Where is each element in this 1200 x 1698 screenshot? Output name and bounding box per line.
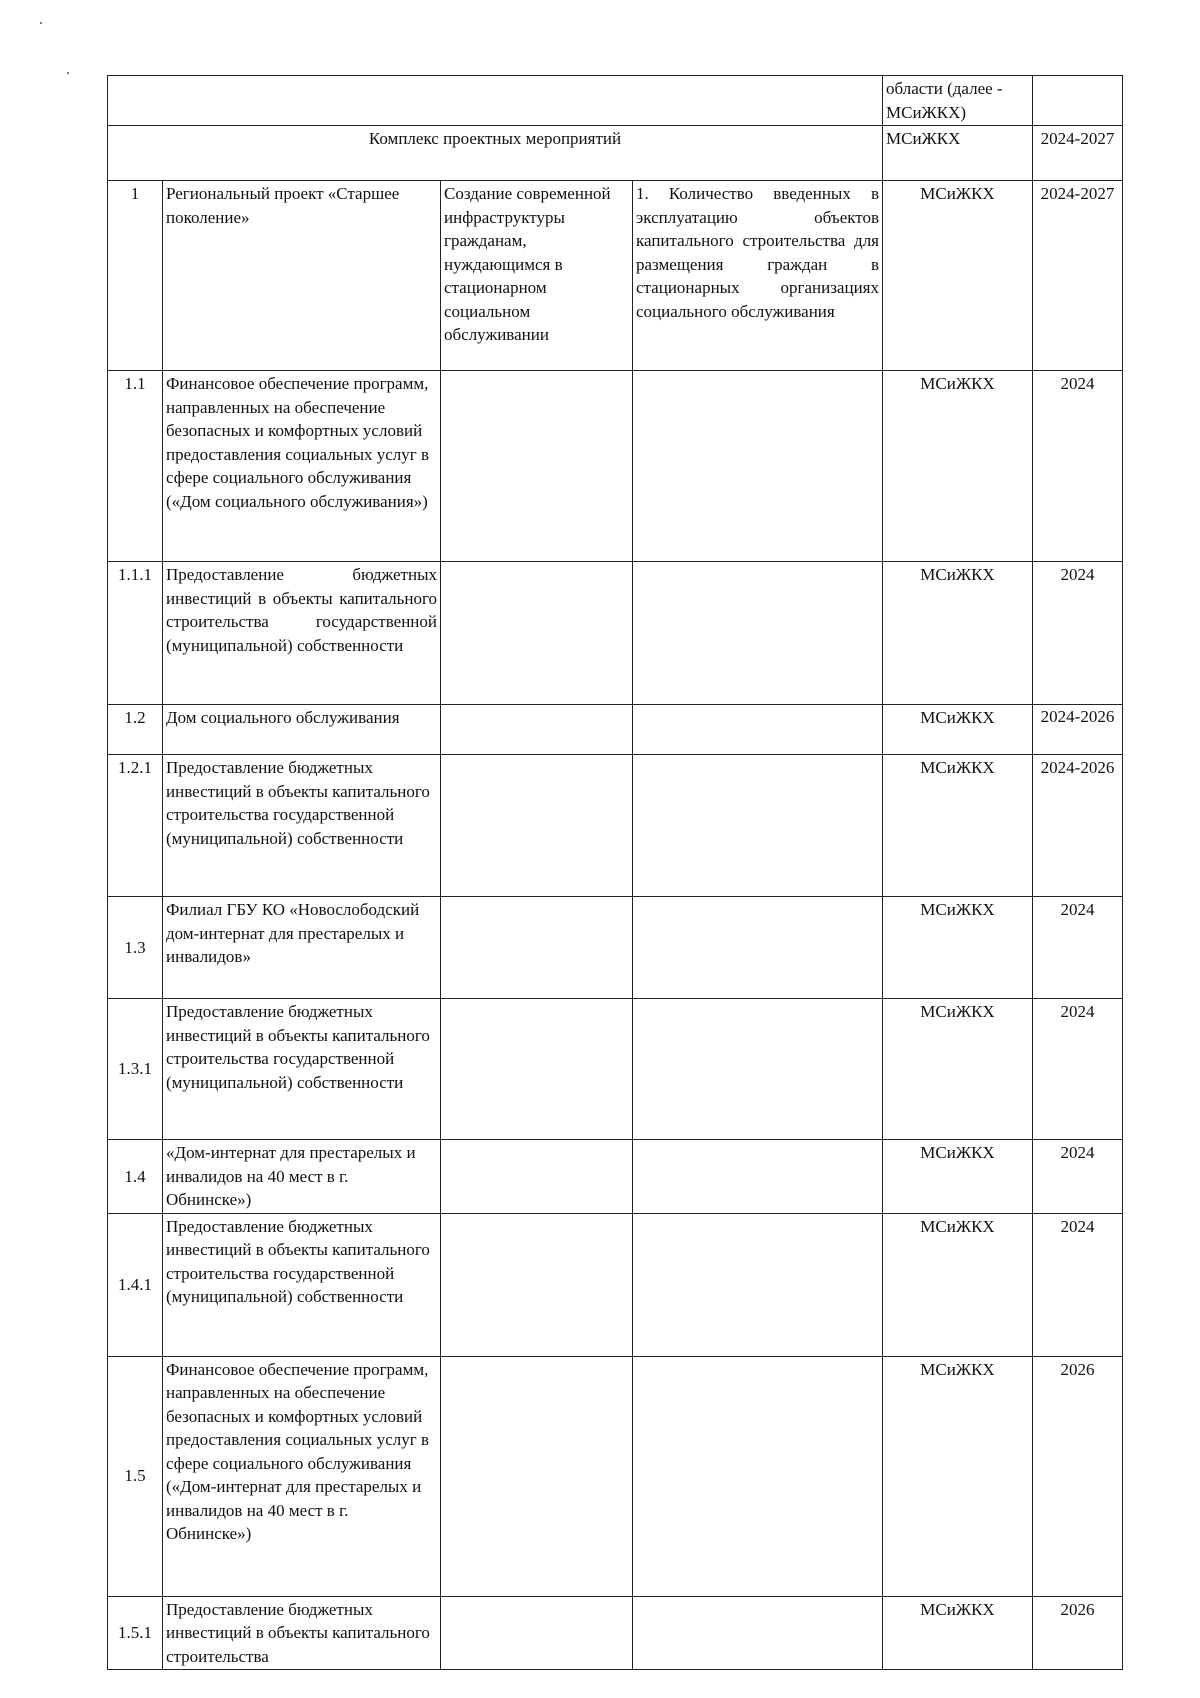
- row-year: 2024: [1033, 999, 1123, 1140]
- row-year: 2024-2026: [1033, 705, 1123, 755]
- row-name: Предоставление бюджетных инвестиций в объекты капитального строительства государственной (муниципальной) собственности: [163, 755, 441, 897]
- row-task: [441, 371, 633, 562]
- row-responsible: МСиЖКХ: [883, 181, 1033, 371]
- header-blank-cell: [108, 76, 883, 126]
- row-year: 2024-2027: [1033, 181, 1123, 371]
- scan-speck: [40, 22, 42, 24]
- row-indicator: 1. Количество введенных в эксплуатацию объектов капитального строительства для размещения граждан в стационарных организациях социального обслуживания: [633, 181, 883, 371]
- row-indicator: [633, 897, 883, 999]
- row-task: Создание современной инфраструктуры гражданам, нуждающимся в стационарном социальном обслуживании: [441, 181, 633, 371]
- row-responsible: МСиЖКХ: [883, 371, 1033, 562]
- row-indicator: [633, 999, 883, 1140]
- row-task: [441, 705, 633, 755]
- row-year: 2024: [1033, 897, 1123, 999]
- row-number: 1.3.1: [108, 999, 163, 1140]
- row-indicator: [633, 1356, 883, 1596]
- row-responsible: МСиЖКХ: [883, 1140, 1033, 1214]
- row-responsible: МСиЖКХ: [883, 562, 1033, 705]
- row-number: 1.2: [108, 705, 163, 755]
- row-task: [441, 755, 633, 897]
- complex-title: Комплекс проектных мероприятий: [108, 126, 883, 181]
- row-responsible: МСиЖКХ: [883, 897, 1033, 999]
- row-name: Региональный проект «Старшее поколение»: [163, 181, 441, 371]
- row-name: Дом социального обслуживания: [163, 705, 441, 755]
- row-task: [441, 1596, 633, 1670]
- row-indicator: [633, 562, 883, 705]
- row-year: 2024: [1033, 1140, 1123, 1214]
- row-responsible: МСиЖКХ: [883, 755, 1033, 897]
- row-number: 1.5.1: [108, 1596, 163, 1670]
- row-number: 1.2.1: [108, 755, 163, 897]
- row-task: [441, 562, 633, 705]
- responsible-header-continued: области (далее - МСиЖКХ): [883, 76, 1033, 126]
- table-row: [108, 1213, 1123, 1356]
- row-task: [441, 1356, 633, 1596]
- row-name: Предоставление бюджетных инвестиций в объекты капитального строительства государственной (муниципальной) собственности: [163, 1213, 441, 1356]
- complex-row: [108, 126, 1123, 181]
- row-name: Филиал ГБУ КО «Новослободский дом-интернат для престарелых и инвалидов»: [163, 897, 441, 999]
- row-indicator: [633, 1596, 883, 1670]
- document-page: [107, 75, 1122, 1670]
- row-responsible: МСиЖКХ: [883, 705, 1033, 755]
- row-indicator: [633, 705, 883, 755]
- complex-responsible: МСиЖКХ: [883, 126, 1033, 181]
- row-responsible: МСиЖКХ: [883, 1213, 1033, 1356]
- row-year: 2024: [1033, 562, 1123, 705]
- table-row: [108, 705, 1123, 755]
- table-row: [108, 181, 1123, 371]
- row-responsible: МСиЖКХ: [883, 1596, 1033, 1670]
- row-number: 1.5: [108, 1356, 163, 1596]
- row-task: [441, 999, 633, 1140]
- row-number: 1.3: [108, 897, 163, 999]
- table-row: [108, 1596, 1123, 1670]
- table-row: [108, 999, 1123, 1140]
- row-name: Предоставление бюджетных инвестиций в объекты капитального строительства: [163, 1596, 441, 1670]
- row-indicator: [633, 755, 883, 897]
- row-responsible: МСиЖКХ: [883, 1356, 1033, 1596]
- row-responsible: МСиЖКХ: [883, 999, 1033, 1140]
- row-indicator: [633, 1213, 883, 1356]
- table-row: [108, 897, 1123, 999]
- row-task: [441, 897, 633, 999]
- row-number: 1.4: [108, 1140, 163, 1214]
- row-year: 2024-2026: [1033, 755, 1123, 897]
- row-year: 2024: [1033, 1213, 1123, 1356]
- table-row: [108, 562, 1123, 705]
- row-number: 1.4.1: [108, 1213, 163, 1356]
- row-number: 1.1: [108, 371, 163, 562]
- complex-year: 2024-2027: [1033, 126, 1123, 181]
- row-year: 2026: [1033, 1356, 1123, 1596]
- row-task: [441, 1140, 633, 1214]
- table-row: [108, 371, 1123, 562]
- row-indicator: [633, 371, 883, 562]
- row-year: 2024: [1033, 371, 1123, 562]
- row-name: Финансовое обеспечение программ, направленных на обеспечение безопасных и комфортных условий предоставления социальных услуг в сфере социального обслуживания («Дом-интернат для престарелых и инвалидов на 40 мест в г. Обнинске»): [163, 1356, 441, 1596]
- row-number: 1: [108, 181, 163, 371]
- table-row: [108, 1356, 1123, 1596]
- row-name: Предоставление бюджетных инвестиций в объекты капитального строительства государственной (муниципальной) собственности: [163, 562, 441, 705]
- project-measures-table: [107, 75, 1123, 1670]
- header-row-continued: [108, 76, 1123, 126]
- row-number: 1.1.1: [108, 562, 163, 705]
- table-row: [108, 755, 1123, 897]
- table-row: [108, 1140, 1123, 1214]
- row-name: «Дом-интернат для престарелых и инвалидов на 40 мест в г. Обнинске»): [163, 1140, 441, 1214]
- scan-speck: [67, 72, 69, 74]
- year-header-blank: [1033, 76, 1123, 126]
- row-name: Финансовое обеспечение программ, направленных на обеспечение безопасных и комфортных условий предоставления социальных услуг в сфере социального обслуживания («Дом социального обслуживания»): [163, 371, 441, 562]
- row-indicator: [633, 1140, 883, 1214]
- row-year: 2026: [1033, 1596, 1123, 1670]
- row-task: [441, 1213, 633, 1356]
- row-name: Предоставление бюджетных инвестиций в объекты капитального строительства государственной (муниципальной) собственности: [163, 999, 441, 1140]
